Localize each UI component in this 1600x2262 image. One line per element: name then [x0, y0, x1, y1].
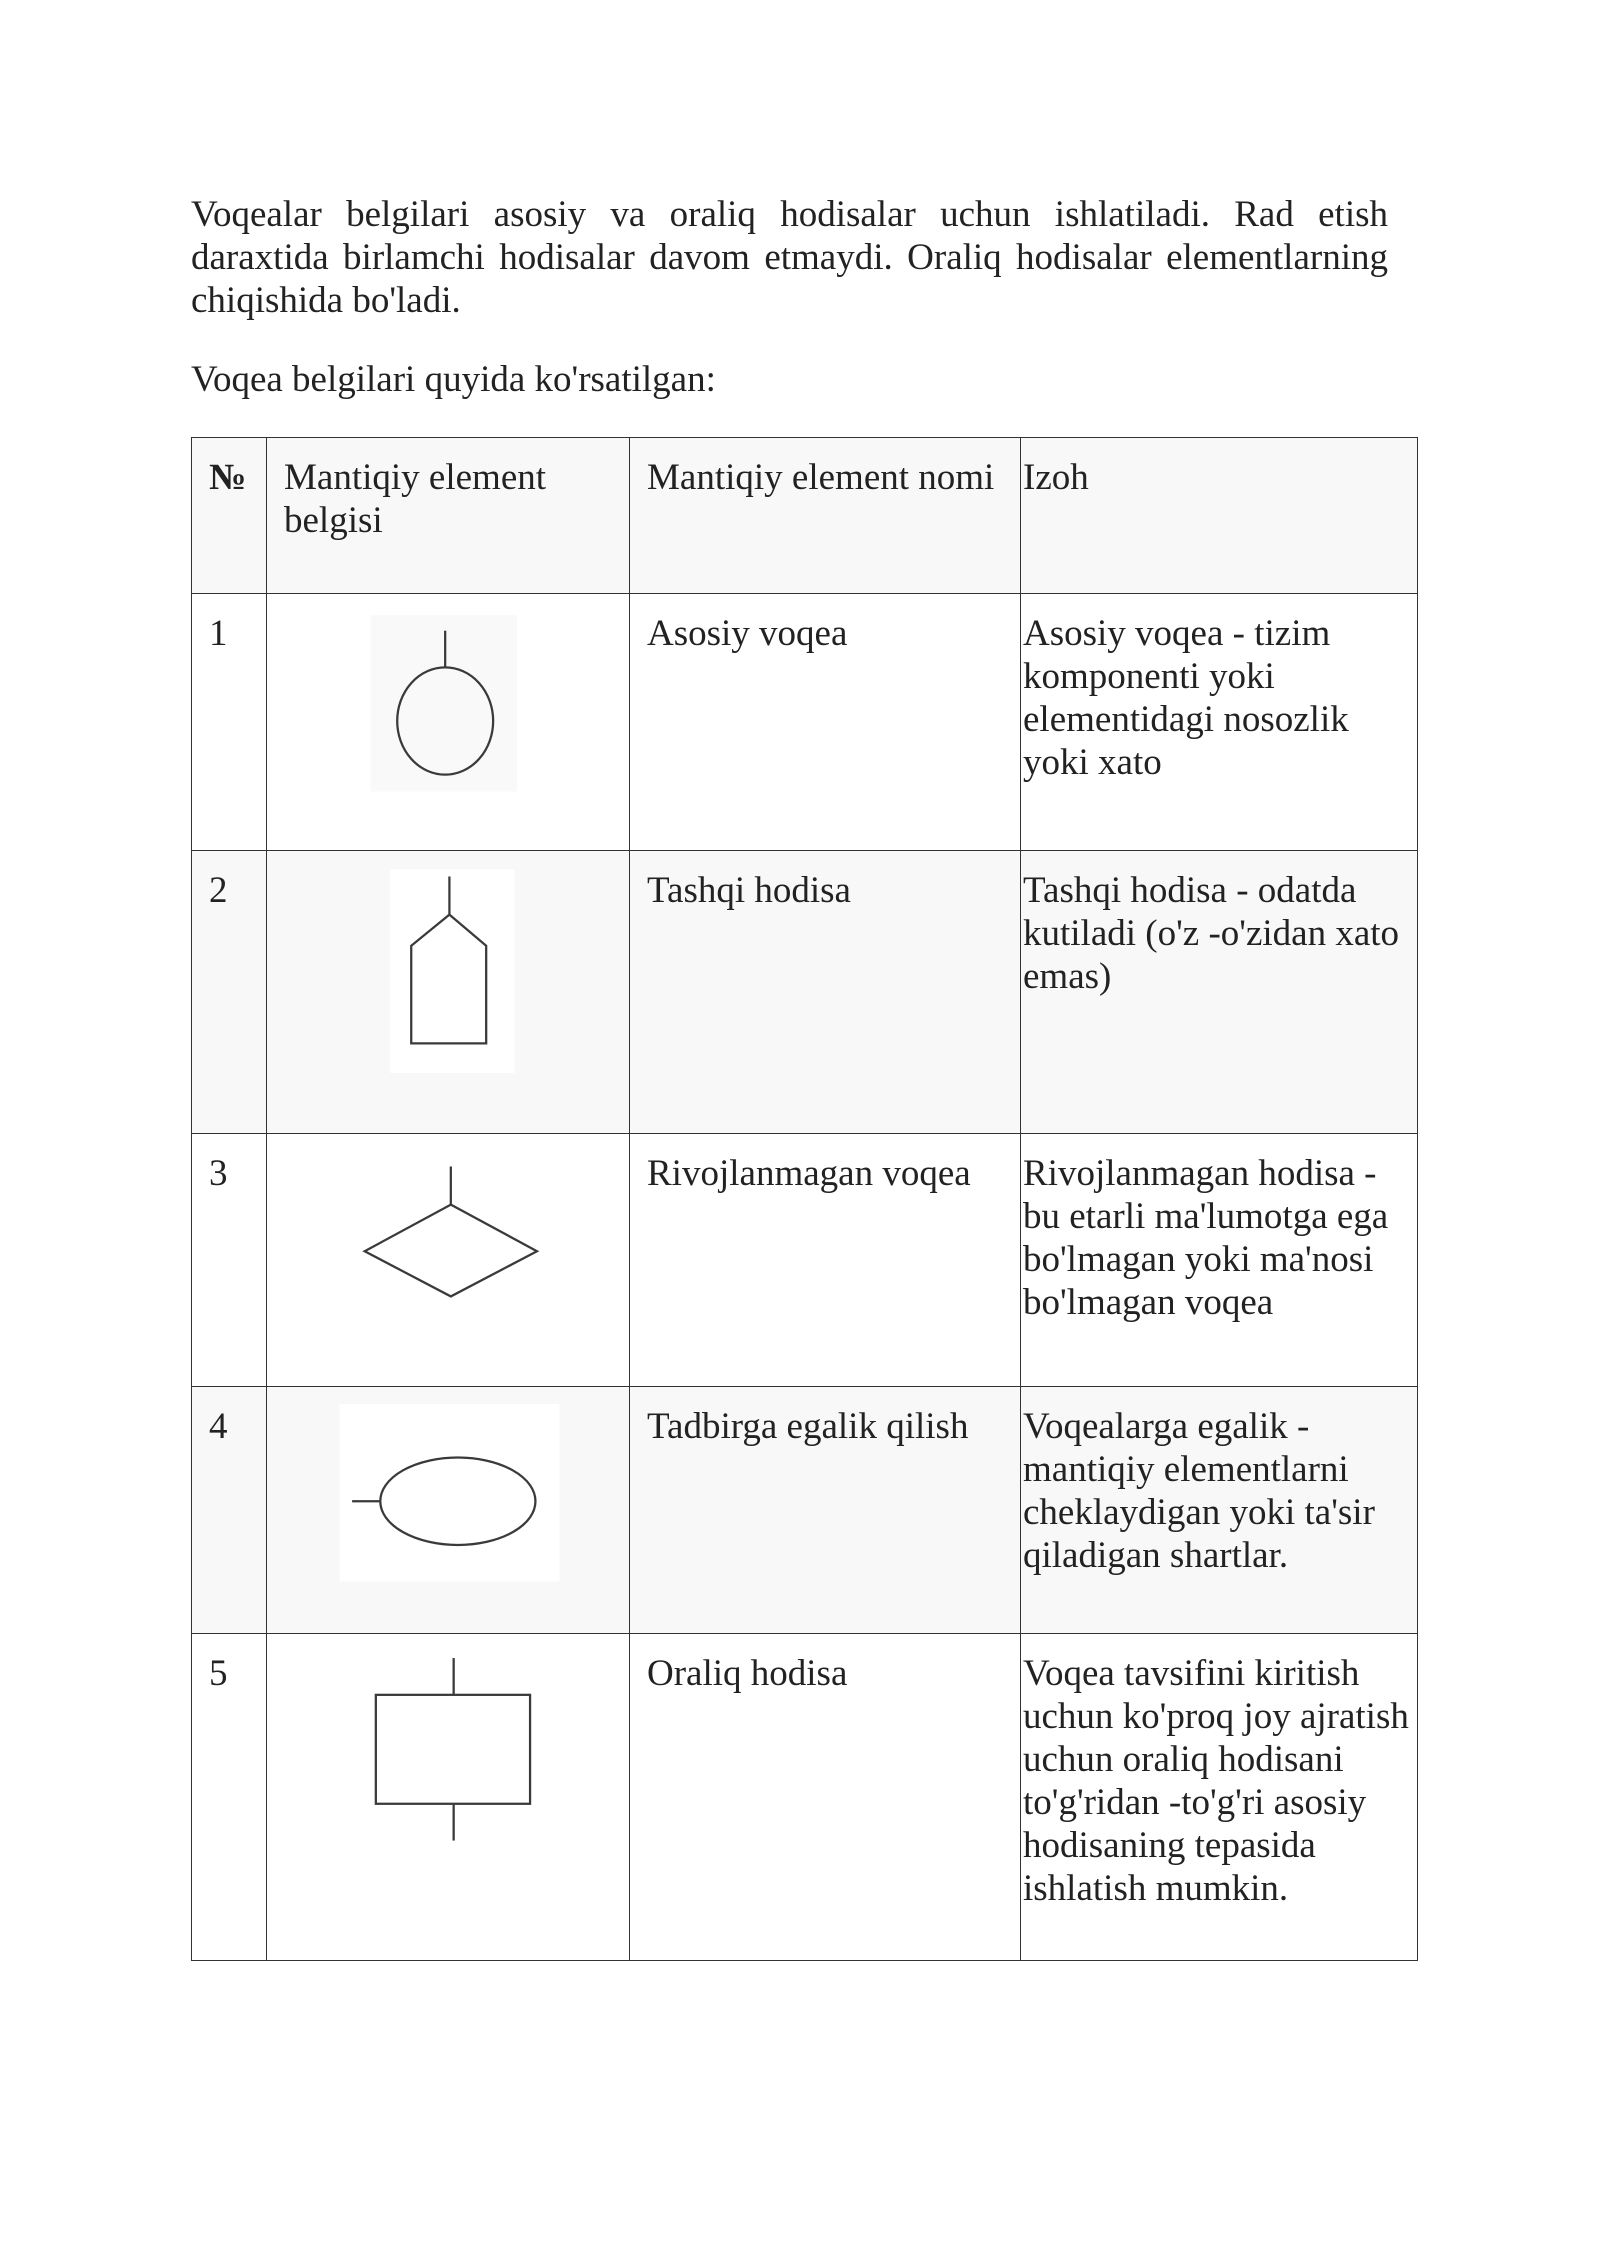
- rectangle-event-icon: [267, 1634, 629, 1958]
- house-shape-event-icon: [267, 851, 629, 1131]
- row-number: 1: [192, 594, 267, 851]
- table-caption: Voqea belgilari quyida ko'rsatilgan:: [191, 359, 716, 400]
- row-name: Oraliq hodisa: [630, 1634, 1021, 1961]
- row-number: 5: [192, 1634, 267, 1961]
- table-header-description: Izoh: [1021, 438, 1418, 594]
- row-name: Tashqi hodisa: [630, 851, 1021, 1134]
- table-header-name: Mantiqiy element nomi: [630, 438, 1021, 594]
- table-row: [192, 594, 1418, 851]
- row-symbol: [267, 1387, 630, 1634]
- row-number: 3: [192, 1134, 267, 1387]
- diamond-event-icon: [267, 1134, 629, 1384]
- table-header-number: №: [192, 438, 267, 594]
- row-name: Tadbirga egalik qilish: [630, 1387, 1021, 1634]
- table-row: [192, 851, 1418, 1134]
- table-header-symbol: Mantiqiy element belgisi: [267, 438, 630, 594]
- row-name: Rivojlanmagan voqea: [630, 1134, 1021, 1387]
- row-number: 2: [192, 851, 267, 1134]
- event-diamond-shape: [365, 1205, 537, 1297]
- row-description: Asosiy voqea - tizim komponenti yoki elementidagi nosozlik yoki xato: [1021, 594, 1418, 851]
- table-row: [192, 1387, 1418, 1634]
- event-symbols-table: [191, 437, 1418, 1961]
- icon-backdrop: [339, 1404, 559, 1582]
- table-header-row: [192, 438, 1418, 594]
- row-description: Voqealarga egalik - mantiqiy elementlarni cheklaydigan yoki ta'sir qiladigan shartlar.: [1021, 1387, 1418, 1634]
- circle-event-icon: [267, 594, 629, 848]
- row-symbol: [267, 851, 630, 1134]
- icon-backdrop: [370, 615, 517, 791]
- intro-paragraph: Voqealar belgilari asosiy va oraliq hodisalar uchun ishlatiladi. Rad etish daraxtida birlamchi hodisalar davom etmaydi. Oraliq hodisalar elementlarning chiqishida bo'ladi.: [191, 194, 1388, 321]
- table-row: [192, 1634, 1418, 1961]
- intro-text: [191, 193, 1388, 401]
- table-row: [192, 1134, 1418, 1387]
- row-number: 4: [192, 1387, 267, 1634]
- row-symbol: [267, 594, 630, 851]
- row-description: Voqea tavsifini kiritish uchun ko'proq joy ajratish uchun oraliq hodisani to'g'ridan -to'g'ri asosiy hodisaning tepasida ishlatish mumkin.: [1021, 1634, 1418, 1961]
- ellipse-event-icon: [267, 1387, 629, 1631]
- row-symbol: [267, 1134, 630, 1387]
- row-name: Asosiy voqea: [630, 594, 1021, 851]
- row-description: Tashqi hodisa - odatda kutiladi (o'z -o'zidan xato emas): [1021, 851, 1418, 1134]
- row-symbol: [267, 1634, 630, 1961]
- row-description: Rivojlanmagan hodisa - bu etarli ma'lumotga ega bo'lmagan yoki ma'nosi bo'lmagan voqea: [1021, 1134, 1418, 1387]
- event-rectangle-shape: [376, 1695, 530, 1804]
